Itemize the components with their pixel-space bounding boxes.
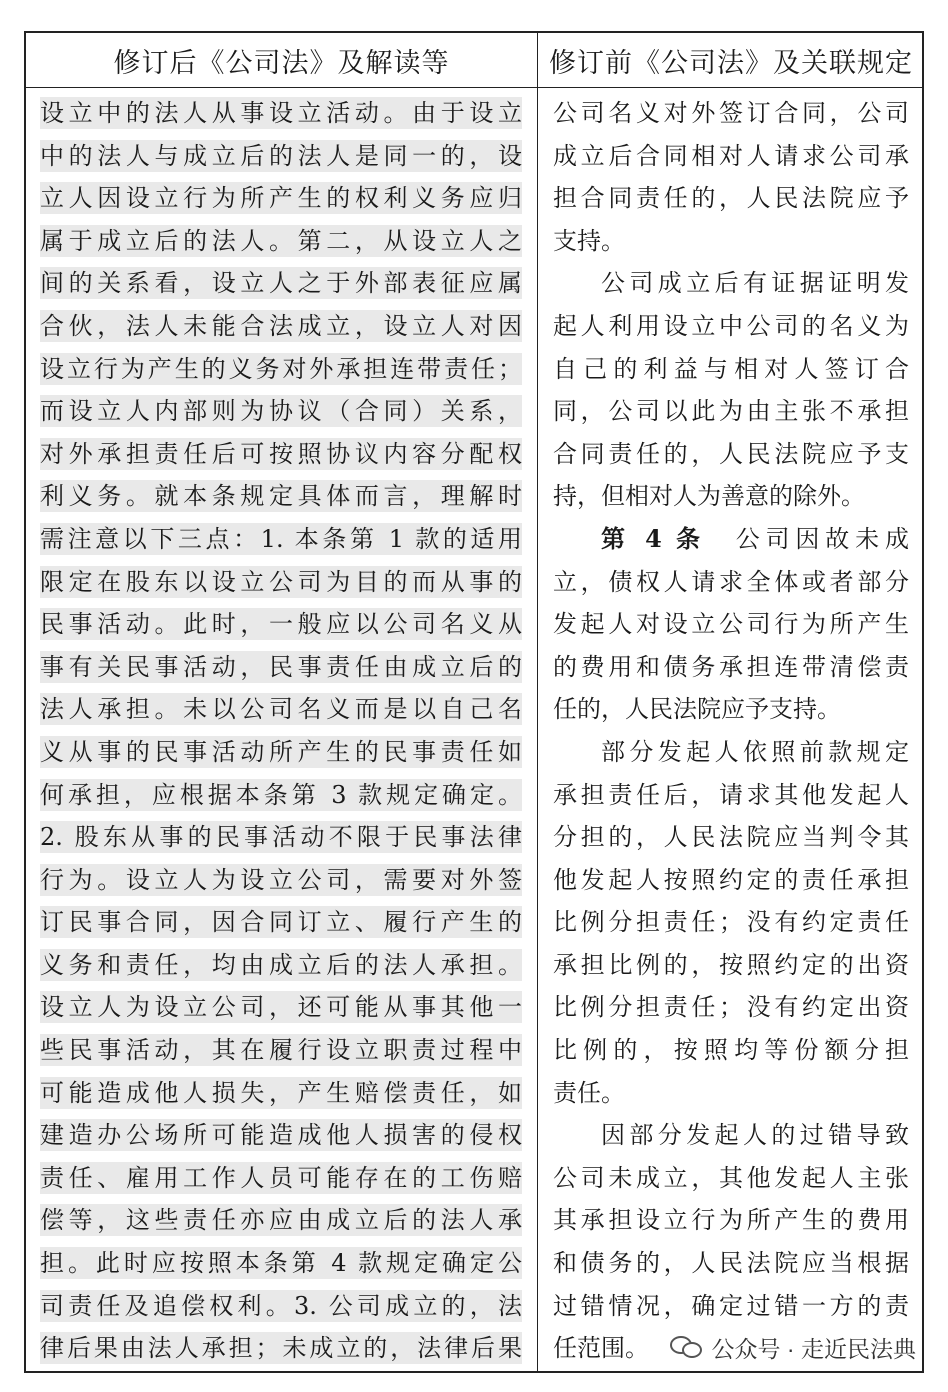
left-line: 偿等，这些责任亦应由成立后的法人承	[40, 1206, 522, 1235]
left-line: 设立人为设立公司，还可能从事其他一	[40, 993, 522, 1022]
left-line: 订民事合同，因合同订立、履行产生的	[40, 908, 522, 937]
left-line: 些民事活动，其在履行设立职责过程中	[40, 1036, 522, 1065]
right-line: 起人利用设立中公司的名义为	[553, 311, 909, 340]
left-line: 民事活动。此时，一般应以公司名义从	[40, 610, 522, 639]
right-line: 因部分发起人的过错导致	[601, 1121, 909, 1150]
right-line: 担合同责任的，人民法院应予	[553, 184, 909, 213]
left-line: 担。此时应按照本条第 4 款规定确定公	[40, 1249, 522, 1278]
right-line: 立，债权人请求全体或者部分	[553, 567, 909, 596]
left-line: 间的关系看，设立人之于外部表征应属	[40, 269, 522, 298]
right-line: 公司未成立，其他发起人主张	[553, 1163, 909, 1192]
left-column-header: 修订后《公司法》及解读等	[113, 47, 450, 79]
left-line: 属于成立后的法人。第二，从设立人之	[40, 226, 522, 255]
column-divider	[537, 33, 538, 1371]
left-line: 法人承担。未以公司名义而是以自己名	[40, 695, 522, 724]
left-line: 律后果由法人承担；未成立的，法律后果	[40, 1334, 522, 1363]
wechat-icon	[670, 1334, 704, 1360]
left-line: 司责任及追偿权利。3. 公司成立的，法	[40, 1291, 522, 1320]
right-line: 任范围。	[553, 1334, 649, 1363]
right-line: 分担的，人民法院应当判令其	[553, 823, 909, 852]
right-line: 支持。	[553, 226, 625, 255]
right-line: 的费用和债务承担连带清偿责	[553, 652, 909, 681]
right-line: 承担责任后，请求其他发起人	[553, 780, 909, 809]
right-column-header: 修订前《公司法》及关联规定	[549, 47, 913, 79]
left-line: 利义务。就本条规定具体而言，理解时	[40, 482, 522, 511]
left-line: 限定在股东以设立公司为目的而从事的	[40, 567, 522, 596]
comparison-table	[24, 31, 924, 1373]
watermark	[666, 1327, 916, 1367]
left-line: 2. 股东从事的民事活动不限于民事法律	[40, 823, 522, 852]
left-line: 而设立人内部则为协议（合同）关系，	[40, 397, 522, 426]
right-line: 部分发起人依照前款规定	[601, 737, 909, 766]
right-line: 比例的，按照均等份额分担	[553, 1036, 909, 1065]
left-line: 行为。设立人为设立公司，需要对外签	[40, 865, 522, 894]
watermark-text: 公众号 · 走近民法典	[711, 1335, 916, 1362]
right-line: 比例分担责任；没有约定出资	[553, 993, 909, 1022]
right-line: 合同责任的，人民法院应予支	[553, 439, 909, 468]
article-text: 公司因故未成	[705, 524, 909, 553]
left-line: 事有关民事活动，民事责任由成立后的	[40, 652, 522, 681]
left-line: 何承担，应根据本条第 3 款规定确定。	[40, 780, 522, 809]
right-line: 比例分担责任；没有约定责任	[553, 908, 909, 937]
left-line: 设立行为产生的义务对外承担连带责任；	[40, 354, 522, 383]
right-line: 成立后合同相对人请求公司承	[553, 141, 909, 170]
right-line: 公司成立后有证据证明发	[601, 269, 909, 298]
right-line: 同，公司以此为由主张不承担	[553, 397, 909, 426]
right-line: 自己的利益与相对人签订合	[553, 354, 909, 383]
left-line: 可能造成他人损失，产生赔偿责任，如	[40, 1078, 522, 1107]
right-line: 他发起人按照约定的责任承担	[553, 865, 909, 894]
right-line: 过错情况，确定过错一方的责	[553, 1291, 909, 1320]
left-line: 立人因设立行为所产生的权利义务应归	[40, 184, 522, 213]
left-line: 设立中的法人从事设立活动。由于设立	[40, 99, 522, 127]
right-line: 公司名义对外签订合同，公司	[553, 99, 909, 127]
right-line: 发起人对设立公司行为所产生	[553, 610, 909, 639]
left-column-text	[40, 92, 522, 1370]
left-line: 建造办公场所可能造成他人损害的侵权	[40, 1121, 522, 1150]
left-line: 责任、雇用工作人员可能存在的工伤赔	[40, 1163, 522, 1192]
right-line: 承担比例的，按照约定的出资	[553, 950, 909, 979]
left-line: 义从事的民事活动所产生的民事责任如	[40, 737, 522, 766]
left-line: 义务和责任，均由成立后的法人承担。	[40, 950, 522, 979]
left-line: 对外承担责任后可按照协议内容分配权	[40, 439, 522, 468]
header-divider	[26, 87, 922, 88]
right-line: 其承担设立行为所产生的费用	[553, 1206, 909, 1235]
right-line: 任的，人民法院应予支持。	[553, 695, 841, 724]
left-line: 需注意以下三点：1. 本条第 1 款的适用	[40, 524, 522, 553]
article-number: 第 4 条	[601, 523, 706, 553]
right-line: 和债务的，人民法院应当根据	[553, 1249, 909, 1278]
right-line: 责任。	[553, 1078, 625, 1107]
right-line-article-4	[553, 518, 909, 561]
left-line: 中的法人与成立后的法人是同一的，设	[40, 141, 522, 170]
left-line: 合伙，法人未能合法成立，设立人对因	[40, 311, 522, 340]
right-line: 持，但相对人为善意的除外。	[553, 482, 865, 511]
right-column-text	[553, 92, 909, 1370]
